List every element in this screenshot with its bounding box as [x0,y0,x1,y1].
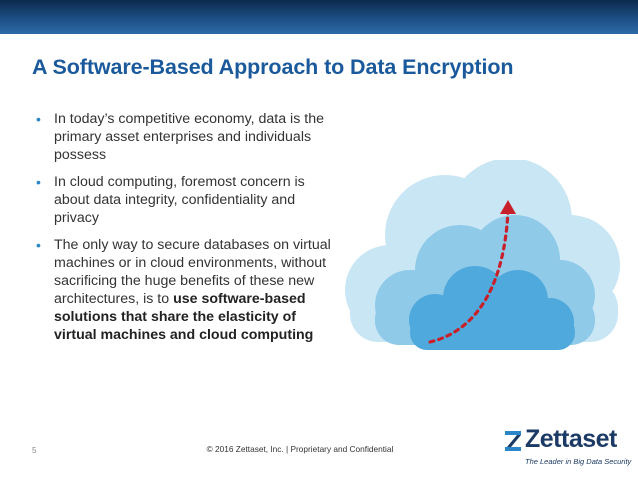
logo-tagline: The Leader in Big Data Security [525,457,632,466]
logo-wordmark: Zettaset [525,425,617,453]
bullet-item [34,173,334,227]
cloud-illustration [330,160,630,360]
logo-mark-icon [503,429,525,453]
bullet-dot-icon: • [36,174,41,190]
header-bar [0,0,638,34]
footer-text: © 2016 Zettaset, Inc. | Proprietary and Confidential [206,444,394,454]
slide-title: A Software-Based Approach to Data Encryption [32,55,514,79]
bullet-item [34,236,334,344]
bullet-text: In today’s competitive economy, data is the primary asset enterprises and individuals possess [54,111,324,163]
bullet-dot-icon: • [36,237,41,253]
bullet-item [34,110,334,164]
zettaset-logo [503,425,633,475]
page-number: 5 [32,446,37,455]
bullet-list [34,110,334,353]
bullet-dot-icon: • [36,111,41,127]
bullet-text: The only way to secure databases on virtual machines or in cloud environments, without sacrificing the huge benefits of these new architectures, is to [54,237,331,307]
bullet-bold-text: use software-based solutions that share the elasticity of virtual machines and cloud computing [54,291,314,343]
bullet-text: In cloud computing, foremost concern is about data integrity, confidentiality and privacy [54,174,305,226]
